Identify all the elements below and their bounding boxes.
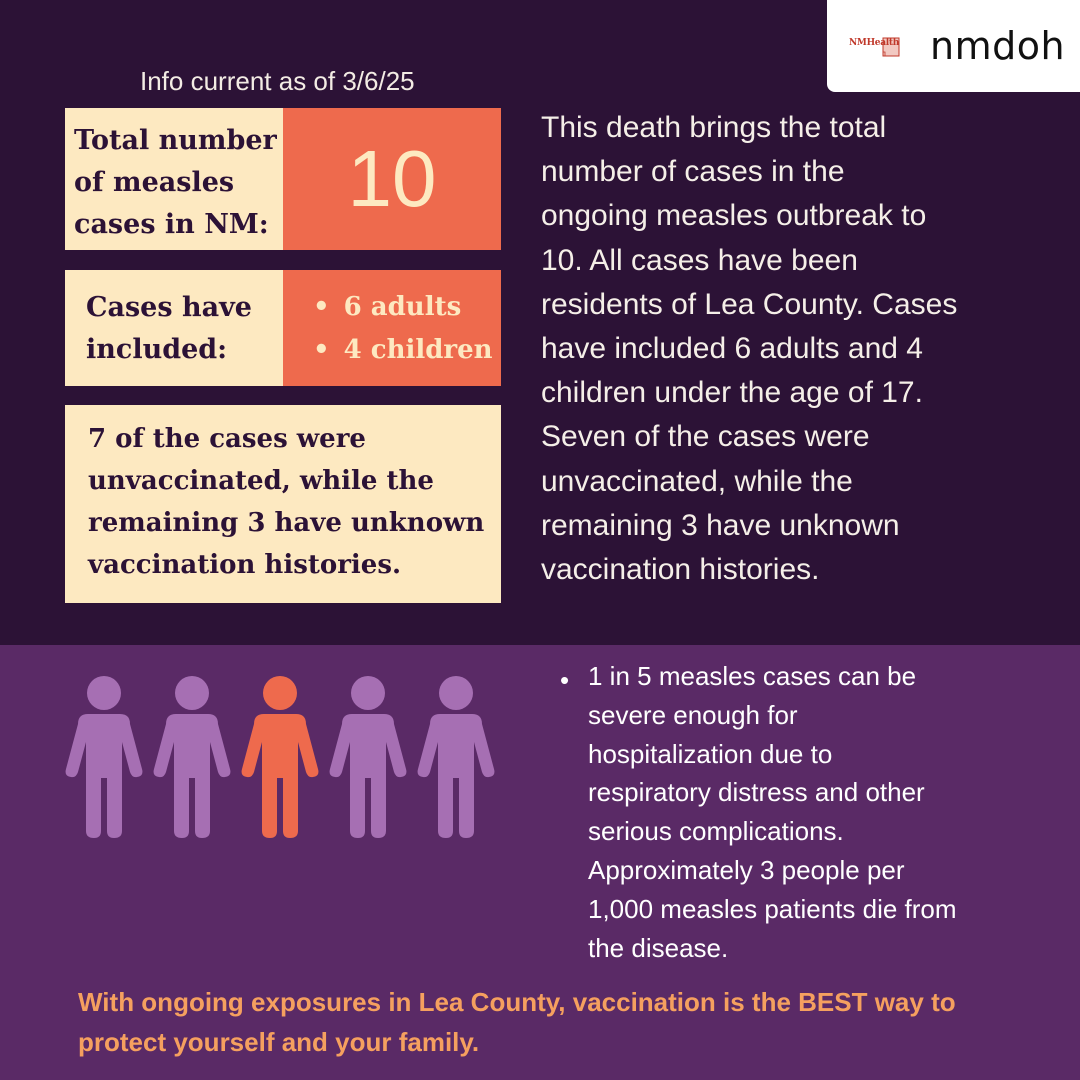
text-line: vaccination histories. — [88, 550, 402, 580]
bullet-icon: • — [560, 665, 570, 695]
label-line: Total number — [74, 125, 277, 156]
text-line: Approximately 3 people per — [588, 854, 905, 885]
account-name[interactable]: nmdoh — [930, 24, 1066, 68]
text-line: vaccination histories. — [541, 553, 820, 587]
text-line: hospitalization due to — [588, 738, 833, 769]
label-line: Cases have — [86, 292, 252, 323]
fact-text — [588, 657, 1008, 967]
person-icon-highlighted — [242, 676, 319, 838]
text-line: children under the age of 17. — [541, 376, 923, 410]
total-cases-value: 10 — [347, 134, 437, 223]
text-line: have included 6 adults and 4 — [541, 332, 923, 366]
nmhealth-logo — [849, 32, 907, 62]
text-line: unvaccinated, while the — [541, 464, 853, 498]
label-line: cases in NM: — [74, 209, 269, 240]
text-line: ongoing measles outbreak to — [541, 199, 927, 233]
text-line: 7 of the cases were — [88, 424, 366, 454]
vaccination-text — [88, 418, 488, 586]
text-line: the disease. — [588, 932, 729, 963]
text-line: residents of Lea County. Cases — [541, 287, 958, 321]
text-line: 10. All cases have been — [541, 243, 858, 277]
text-line: severe enough for — [588, 699, 798, 730]
label-line: of measles — [74, 167, 235, 198]
info-current-date: Info current as of 3/6/25 — [140, 66, 415, 96]
text-line: remaining 3 have unknown — [541, 508, 900, 542]
people-graphic — [62, 676, 502, 841]
text-line: serious complications. — [588, 816, 844, 847]
person-icon — [66, 676, 143, 838]
text-line: 1 in 5 measles cases can be — [588, 661, 917, 691]
person-icon — [418, 676, 495, 838]
person-icon — [330, 676, 407, 838]
text-line: This death brings the total — [541, 111, 887, 144]
total-cases-label — [74, 120, 284, 246]
label-line: included: — [86, 334, 228, 365]
text-line: Seven of the cases were — [541, 420, 870, 454]
text-line: unvaccinated, while the — [88, 466, 434, 496]
text-line: number of cases in the — [541, 155, 845, 189]
person-icon — [154, 676, 231, 838]
text-line: remaining 3 have unknown — [88, 508, 485, 538]
text-line: respiratory distress and other — [588, 777, 925, 808]
text-line: With ongoing exposures in Lea County, vaccination is the BEST way to — [78, 987, 956, 1017]
cases-included-list — [283, 270, 501, 386]
account-badge[interactable] — [827, 0, 1080, 92]
text-line: 1,000 measles patients die from — [588, 893, 957, 924]
list-item: • 4 children — [313, 335, 493, 365]
list-item: • 6 adults — [313, 292, 461, 322]
vaccination-cta — [78, 982, 1038, 1062]
text-line: protect yourself and your family. — [78, 1027, 480, 1057]
cases-included-label — [86, 287, 276, 371]
logo-text: NMHealth — [849, 38, 899, 48]
outbreak-paragraph — [541, 106, 1011, 592]
